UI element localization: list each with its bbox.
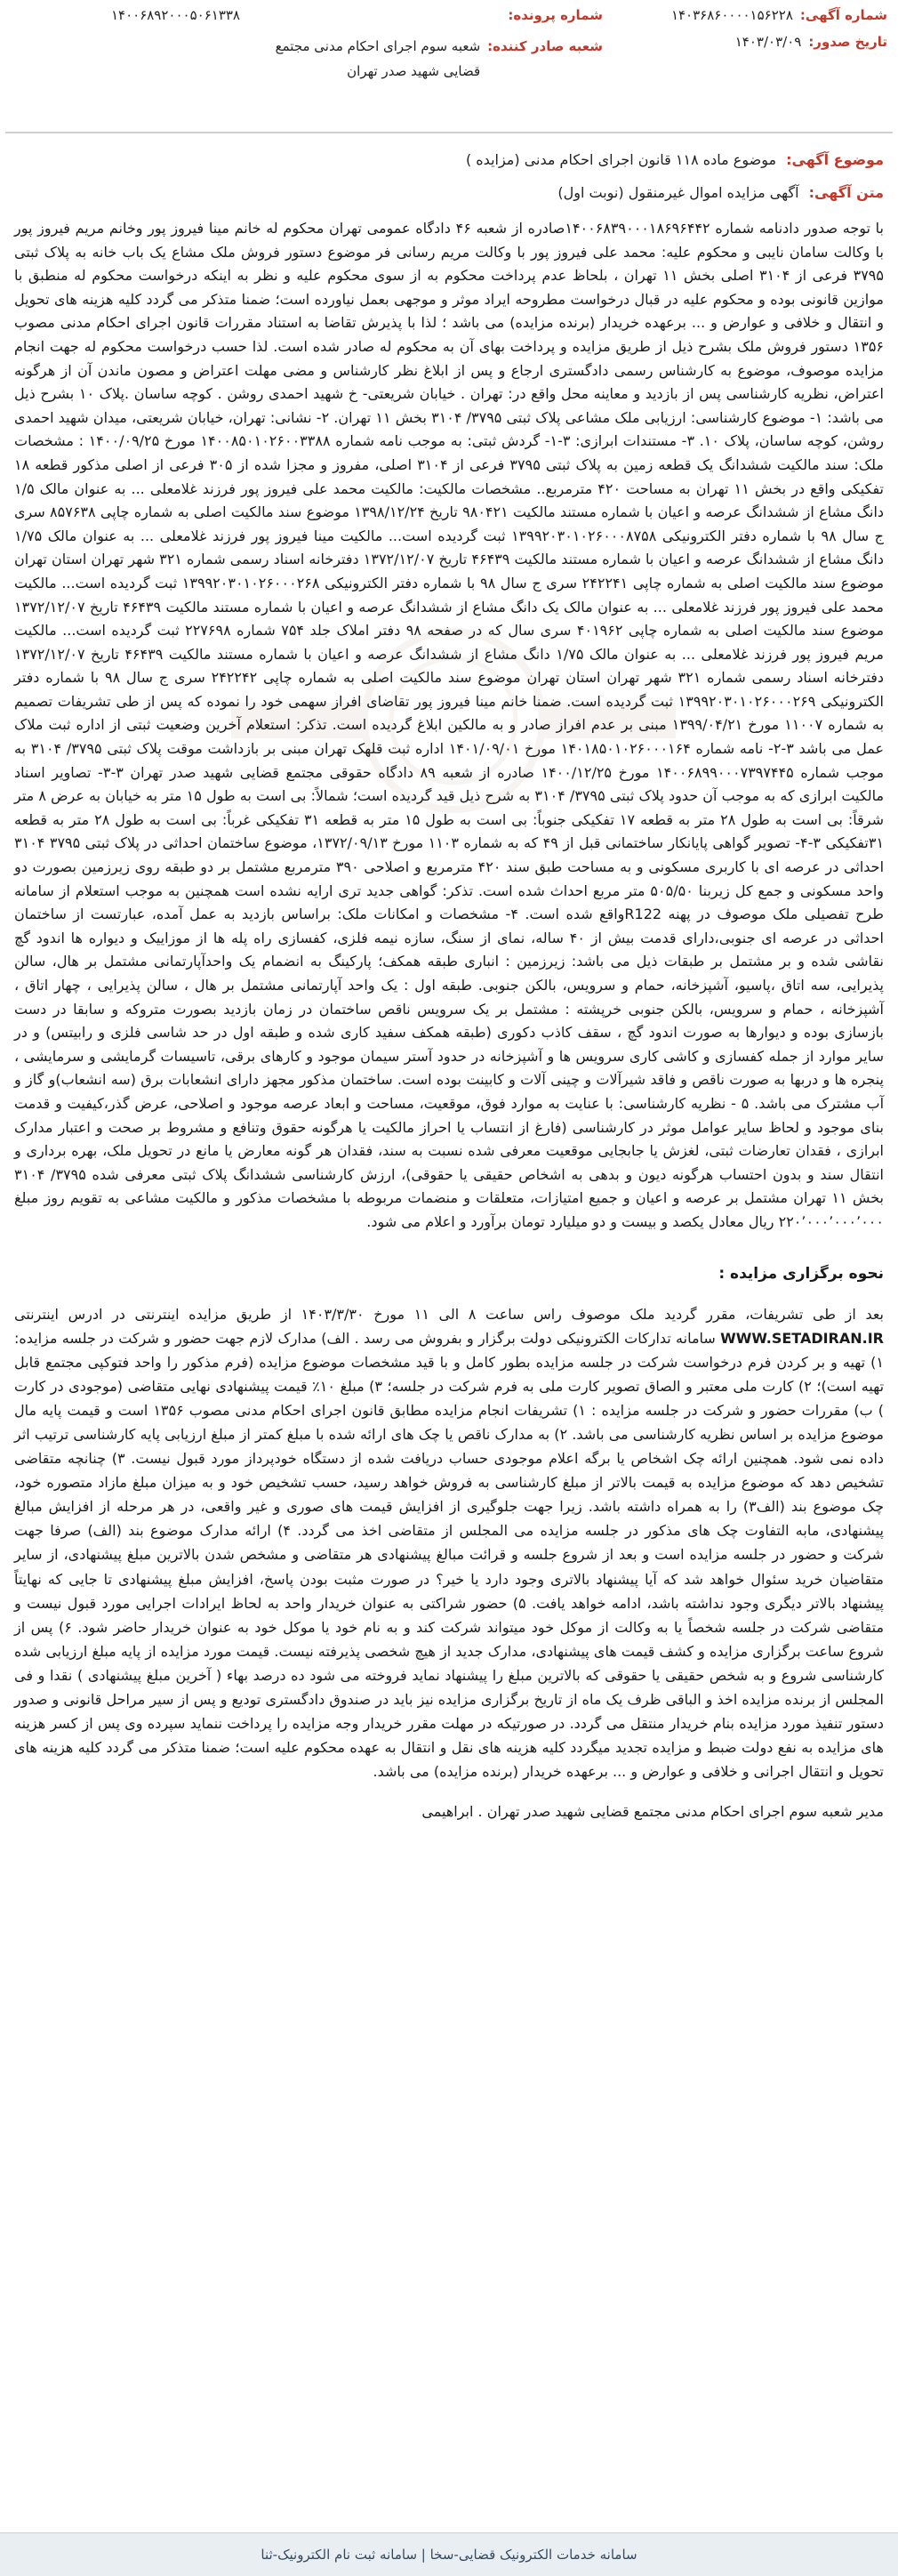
terms-rules: سامانه تدارکات الکترونیکی دولت برگزار و بفروش می رسد . الف) مدارک لازم جهت حضور و شرکت در جلسه مزایده: ۱) تهیه و بر کردن فرم درخواست شرکت در جلسه مزایده بطور کامل و با قید مشخصات موضوع مزایده (فرم مذکور را واحد فتوکپی مجتمع قابل تهیه است)؛ ۲) کارت ملی معتبر و الصاق تصویر کارت ملی به فرم شرکت در جلسه؛ ۳) مبلغ ۱۰٪ قیمت پیشنهادی نهایی متقاضی (موجودی در کارت ) ب) مقررات حضور و شرکت در جلسه مزایده : ۱) تشریفات انجام مزایده مطابق قانون اجرای احکام مدنی مصوب ۱۳۵۶ است و قیمت پایه مال موضوع مزایده بر اساس نظریه کارشناسی می باشد. ۲) به مدارک ناقص یا چک های ارائه شده با مبلغ کمتر از مبلغ ارزیابی پایه کارشناسی ترتیب اثر داده نمی شود. همچنین ارائه چک اشخاص یا برگه اعلام موجودی حساب دریافت شده از دستگاه خودپرداز مورد قبول نیست. ۳) چنانچه متقاضی تشخیص دهد که موضوع مزایده به قیمت بالاتر از مبلغ کارشناسی به فروش خواهد رسید، حسب تشخیص خود و به میزان مبلغ مازاد متصوره خود، چک موضوع بند (الف۳) را به همراه داشته باشد. زیرا جهت جلوگیری از افزایش قیمت های صوری و غیر واقعی، در هر مرحله از افزایش مبالغ پیشنهادی، مابه التفاوت چک های مذکور در جلسه مزایده می المجلس از متقاضی اخذ می گردد. ۴) ارائه مدارک موضوع بند (الف) صرفا جهت شرکت و حضور در جلسه مزایده است و بعد از شروع جلسه و قرائت مبالغ پیشنهادی هر متقاضی و مشخص شدن بالاترین مبلغ پیشنهادی، از سایر متقاضیان خرید سئوال خواهد شد که آیا پیشنهاد بالاتری وجود دارد یا خیر؟ در صورت مثبت بودن پاسخ، افزایش مبلغ پیشنهادی تا جایی که نهایتاً پیشنهاد بالاتر دیگری وجود نداشته باشد، ادامه خواهد یافت. ۵) حضور شراکتی به عنوان خریدار واحد به لحاظ ایرادات اجرایی مورد قبول نیست و متقاضی شرکت در جلسه شخصاً یا به وکالت از موکل خود میتواند شرکت کند و به نام خود یا موکل خود به عنوان خریدار حاضر شود. ۶) پس از شروع ساعت برگزاری مزایده و کشف قیمت های پیشنهادی، مدارک جدید از هیچ شخصی پذیرفته نیست. قیمت مورد مزایده از پایه مبلغ ارزیابی شده کارشناسی شروع و به شخص حقیقی یا حقوقی که بالاترین مبلغ را پیشنهاد نماید فروخته می شود ده درصد بهاء ( آخرین مبلغ پیشنهادی ) نقدا و فی المجلس از برنده مزایده اخذ و الباقی ظرف یک ماه از تاریخ برگزاری مزایده نیز باید در صندوق دادگستری تودیع و پس از سیر مراحل قانونی و صدور دستور تنفیذ مورد مزایده بنام خریدار منتقل می گردد. در صورتیکه در مهلت مقرر خریدار وجه مزایده را پرداخت ننماید سپرده وی پس از کسر هزینه های مزایده به نفع دولت ضبط و مزایده تجدید میگردد کلیه هزینه های نقل و انتقال به عهده محکوم علیه است؛ ضمنا متذکر می گردد کلیه هزینه های تحویل و انتقال اجرانی و خلافی و عوارض و ... برعهده خریدار (برنده مزایده) می باشد.: [14, 1329, 885, 1781]
header-middle-column: [247, 7, 603, 94]
issue-date-row: [621, 34, 887, 50]
text-title-row: [14, 184, 884, 201]
notice-text-label: متن آگهی:: [808, 184, 884, 201]
terms-title: نحوه برگزاری مزایده :: [718, 1264, 884, 1283]
footer-text[interactable]: سامانه خدمات الکترونیک قضایی-سخا | سامانه ثبت نام الکترونیک-ثنا: [261, 2547, 637, 2563]
notice-content: [14, 151, 884, 1820]
terms-intro: بعد از طی تشریفات، مقرر گردید ملک موصوف راس ساعت ۸ الی ۱۱ مورخ ۱۴۰۳/۳/۳۰ از طریق مزایده اینترنتی در ادرس اینترنتی: [14, 1305, 885, 1323]
subject-value: موضوع ماده ۱۱۸ قانون اجرای احکام مدنی (مزایده ): [465, 151, 777, 168]
notice-title: آگهی مزایده اموال غیرمنقول (نوبت اول): [557, 184, 799, 201]
case-number-row: [247, 7, 603, 23]
case-number-value-row: [18, 7, 240, 23]
case-number-value: ۱۴۰۰۶۸۹۲۰۰۰۵۰۶۱۳۳۸: [110, 7, 240, 23]
subject-label: موضوع آگهی:: [786, 151, 884, 168]
ad-number-value: ۱۴۰۳۶۸۶۰۰۰۰۱۵۶۲۲۸: [670, 7, 793, 23]
terms-body: [14, 1302, 884, 1784]
notice-header: [5, 7, 893, 133]
issuer-label: شعبه صادر کننده:: [487, 38, 603, 54]
header-left-column: [18, 7, 240, 34]
subject-row: [14, 151, 884, 168]
issuer-row: [247, 34, 603, 84]
notice-body: با توجه صدور دادنامه شماره ۱۴۰۰۶۸۳۹۰۰۰۱۸۶۹۶۴۴۲صادره از شعبه ۴۶ دادگاه عمومی تهران محکوم له خانم مینا فیروز پور وخانم مریم فیروز پور با وکالت سامان نایبی و محکوم علیه: محمد علی فیروز پور با وکالت مریم رسانی فر موضوع دستور فروش ملک مشاع یک باب خانه به پلاک ثبتی ۳۷۹۵ فرعی از ۳۱۰۴ اصلی بخش ۱۱ تهران ، بلحاظ عدم پرداخت محکوم به از سوی محکوم علیه و نظر به اینکه درخواست محکوم له منطبق با موازین قانونی بوده و محکوم علیه در قبال درخواست مطروحه ایراد موثر و موجهی بعمل نیاورده است؛ ضمنا متذکر می گردد کلیه هزینه های تحویل و انتقال و خلافی و عوارض و ... برعهده خریدار (برنده مزایده) می باشد ؛ لذا با پذیرش تقاضا به استناد مقررات قانون اجرای احکام مدنی مصوب ۱۳۵۶ دستور فروش ملک بشرح ذیل از طریق مزایده و پرداخت بهای آن به محکوم له صادر شده است. لذا حسب درخواست محکوم له جهت انجام مزایده موصوف، موضوع به کارشناس رسمی دادگستری ارجاع و پس از ابلاغ نظر کارشناس و مضی مهلت اعتراض و مصون ماندن آن از هرگونه اعتراض، نظریه کارشناسی پس از بازدید و معاینه محل واقع در: تهران . خیابان شریعتی- خ شهید احمدی روشن . کوچه ساسان .پلاک ۱۰ بشرح ذیل می باشد: ۱- موضوع کارشناسی: ارزیابی ملک مشاعی پلاک ثبتی ۳۷۹۵/ ۳۱۰۴ بخش ۱۱ تهران. ۲- نشانی: تهران، خیابان شریعتی، میدان شهید احمدی روشن، کوچه ساسان، پلاک ۱۰. ۳- مستندات ابرازی: ۳-۱- گردش ثبتی: به موجب نامه شماره ۱۴۰۰۸۵۰۱۰۲۶۰۰۳۳۸۸ مورخ ۱۴۰۰/۰۹/۲۵ : مشخصات ملک: سند مالکیت ششدانگ یک قطعه زمین به پلاک ثبتی ۳۷۹۵ فرعی از ۳۱۰۴ اصلی، مفروز و مجزا شده از ۳۰۵ فرعی از اصلی مذکور قطعه ۱۸ تفکیکی واقع در بخش ۱۱ تهران به مساحت ۴۲۰ مترمربع.. مشخصات مالکیت: مالکیت محمد علی فیروز پور فرزند غلامعلی ... به عنوان مالک ۱/۵ دانگ مشاع از ششدانگ عرصه و اعیان با شماره مستند مالکیت ۹۸۰۴۲۱ تاریخ ۱۳۹۸/۱۲/۲۴ موضوع سند مالکیت اصلی به شماره چاپی ۸۵۷۶۳۸ سری ج سال ۹۸ با شماره دفتر الکترونیکی ۱۳۹۹۲۰۳۰۱۰۲۶۰۰۰۸۷۵۸ ثبت گردیده است... مالکیت مینا فیروز پور فرزند غلامعلی ... به عنوان مالک ۱/۷۵ دانگ مشاع از ششدانگ عرصه و اعیان با شماره مستند مالکیت ۴۶۴۳۹ تاریخ ۱۳۷۲/۱۲/۰۷ دفترخانه اسناد رسمی شماره ۳۲۱ شهر تهران استان تهران موضوع سند مالکیت اصلی به شماره چاپی ۲۴۲۲۴۱ سری ج سال ۹۸ با شماره دفتر الکترونیکی ۱۳۹۹۲۰۳۰۱۰۲۶۰۰۰۲۶۸ ثبت گردیده است... مالکیت محمد علی فیروز پور فرزند غلامعلی ... به عنوان مالک یک دانگ مشاع از ششدانگ عرصه و اعیان با شماره مستند مالکیت ۴۶۴۳۹ تاریخ ۱۳۷۲/۱۲/۰۷ موضوع سند مالکیت اصلی به شماره چاپی ۴۰۱۹۶۲ سری سال که در صفحه ۹۸ دفتر املاک جلد ۷۵۴ شماره ۲۲۷۶۹۸ ثبت گردیده است... مالکیت مریم فیروز پور فرزند غلامعلی ... به عنوان مالک ۱/۷۵ دانگ مشاع از ششدانگ عرصه و اعیان با شماره مستند مالکیت ۴۶۴۳۹ تاریخ ۱۳۷۲/۱۲/۰۷ دفترخانه اسناد رسمی شماره ۳۲۱ شهر تهران استان تهران موضوع سند مالکیت اصلی به شماره چاپی ۲۴۲۲۴۲ سری ج سال ۹۸ با شماره دفتر الکترونیکی ۱۳۹۹۲۰۳۰۱۰۲۶۰۰۰۲۶۹ ثبت گردیده است. ضمنا خانم مینا فیروز پور تقاضای افراز سهمی خود را نموده که پس از طی تشریفات تصمیم به شماره ۱۱۰۰۷ مورخ ۱۳۹۹/۰۴/۲۱ مبنی بر عدم افراز صادر و به مالکین ابلاغ گردیده است. تذکر: استعلام آخرین وضعیت ثبتی از اداره ثبت ملاک عمل می باشد ۳-۲- نامه شماره ۱۴۰۱۸۵۰۱۰۲۶۰۰۰۱۶۴ مورخ ۱۴۰۱/۰۹/۰۱ اداره ثبت قلهک تهران مبنی بر بازداشت موقت پلاک ثبتی ۳۷۹۵/ ۳۱۰۴ به موجب شماره ۱۴۰۰۶۸۹۹۰۰۰۷۳۹۷۴۴۵ مورخ ۱۴۰۰/۱۲/۲۵ صادره از شعبه ۸۹ دادگاه حقوقی مجتمع قضایی شهید صدر تهران ۳-۳- تصاویر اسناد مالکیت ابرازی که به موجب آن حدود پلاک ثبتی ۳۷۹۵/ ۳۱۰۴ به شرح ذیل قید گردیده است؛ شمالاً: بی است به طول ۱۵ متر به خیابان به عرض ۸ متر شرقاً: بی است به طول ۲۸ متر به قطعه ۱۷ تفکیکی جنوباً: بی است به طول ۱۵ متر به قطعه ۳۱ تفکیکی غرباً: بی است به طول ۲۸ متر به قطعه ۳۱تفکیکی ۳-۴- تصویر گواهی پایانکار ساختمانی قبل از ۴۹ که به شماره ۱۱۰۳ مورخ ۱۳۷۲/۰۹/۱۳، موضوع ساختمان احداثی در پلاک ثبتی ۳۷۹۵ ۳۱۰۴ احداثی در عرصه ای با کاربری مسکونی و به مساحت طبق سند ۴۲۰ مترمربع و اصلاحی ۳۹۰ مترمربع مشتمل بر دو طبقه روی زیرزمین بصورت دو واحد مسکونی و جمع کل زیربنا ۵۰۵/۵۰ متر مربع احداث شده است. تذکر: گواهی جدید تری ارایه نشده است همچنین به موجب استعلام از سامانه طرح تفصیلی ملک موصوف در پهنه R122واقع شده است. ۴- مشخصات و امکانات ملک: براساس بازدید به عمل آمده، عبارتست از ساختمان احداثی در عرصه ای جنوبی،دارای قدمت بیش از ۴۰ ساله، نمای از سنگ، سازه نیمه فلزی، کفسازی راه پله ها از موزاییک و دیواره ها اندود گچ نقاشی شده و بر مشتمل بر طبقات ذیل می باشد: زیرزمین : انباری طبقه همکف؛ پارکینگ به انضمام یک واحدآپارتمانی مشتمل بر هال، سالن پذیرایی، سه اتاق ،پاسیو، آشپزخانه، حمام و سرویس، بالکن جنوبی. طبقه اول : یک واحد آپارتمانی مشتمل بر هال ، سالن پذیرایی ، چهار اتاق ، آشپزخانه ، حمام و سرویس، بالکن جنوبی خرپشته : مشتمل بر یک سرویس ناقص ساختمان در زمان بازدید بصورت متروکه و سابقا در دست بازسازی بوده و دیوارها به صورت اندود گچ ، سقف کاذب دکوری (طبقه همکف سفید کاری شده و طبقه اول در حد شاسی فلزی و رابیتس) و در سایر موارد از جمله کفسازی و کاشی کاری سرویس ها و آشپزخانه در حدود آستر سیمان موجود و کارهای برقی، تاسیسات گرمایشی و سرمایشی ، پنجره ها و دربها به صورت ناقص و فاقد شیرآلات و چینی آلات و کابینت بوده است. ساختمان مذکور مجهز دارای انشعابات برق (سه انشعاب)و گاز و آب مشترک می باشد. ۵ - نظریه کارشناسی: با عنایت به موارد فوق، موقعیت، مساحت و ابعاد عرصه موجود و اصلاحی، عرض گذر،کیفیت و قدمت بنای موجود و لحاظ سایر عوامل موثر در کارشناسی (فارغ از انتساب یا احراز مالکیت یا هرگونه حقوق وتنافع و مشروط بر صحت و اعتبار مدارک ابرازی ، فقدان تعارضات ثبتی، لغزش یا جابجایی موقعیت معرفی شده نسبت به سند، فقدان هر گونه معارض یا مانع در تحویل ملک، بهره برداری و انتقال سند و بدون احتساب هرگونه دیون و بدهی به اشخاص حقیقی یا حقوقی)، ارزش کارشناسی ششدانگ پلاک ثبتی معرفی شده ۳۷۹۵/ ۳۱۰۴ بخش ۱۱ تهران مشتمل بر عرصه و اعیان و جمیع امتیازات، متعلقات و منضمات مربوطه با مشخصات مذکور و مالکیت مشاعی به تقویم روز مبلغ ۲۲۰٬۰۰۰٬۰۰۰٬۰۰۰ ریال معادل یکصد و بیست و دو میلیارد تومان برآورد و اعلام می شود.: [14, 220, 885, 1230]
setadiran-link[interactable]: WWW.SETADIRAN.IR: [720, 1329, 884, 1347]
ad-number-row: [621, 7, 887, 23]
ad-number-label: شماره آگهی:: [799, 7, 887, 23]
case-number-label: شماره پرونده:: [508, 7, 603, 23]
footer-bar: [0, 2532, 898, 2576]
header-right-column: [621, 7, 887, 60]
issue-date-value: ۱۴۰۳/۰۳/۰۹: [734, 34, 802, 50]
signature: مدیر شعبه سوم اجرای احکام مدنی مجتمع قضایی شهید صدر تهران . ابراهیمی: [421, 1803, 884, 1821]
issuer-value: شعبه سوم اجرای احکام مدنی مجتمع قضایی شهید صدر تهران: [275, 38, 481, 79]
issue-date-label: تاریخ صدور:: [808, 34, 887, 50]
